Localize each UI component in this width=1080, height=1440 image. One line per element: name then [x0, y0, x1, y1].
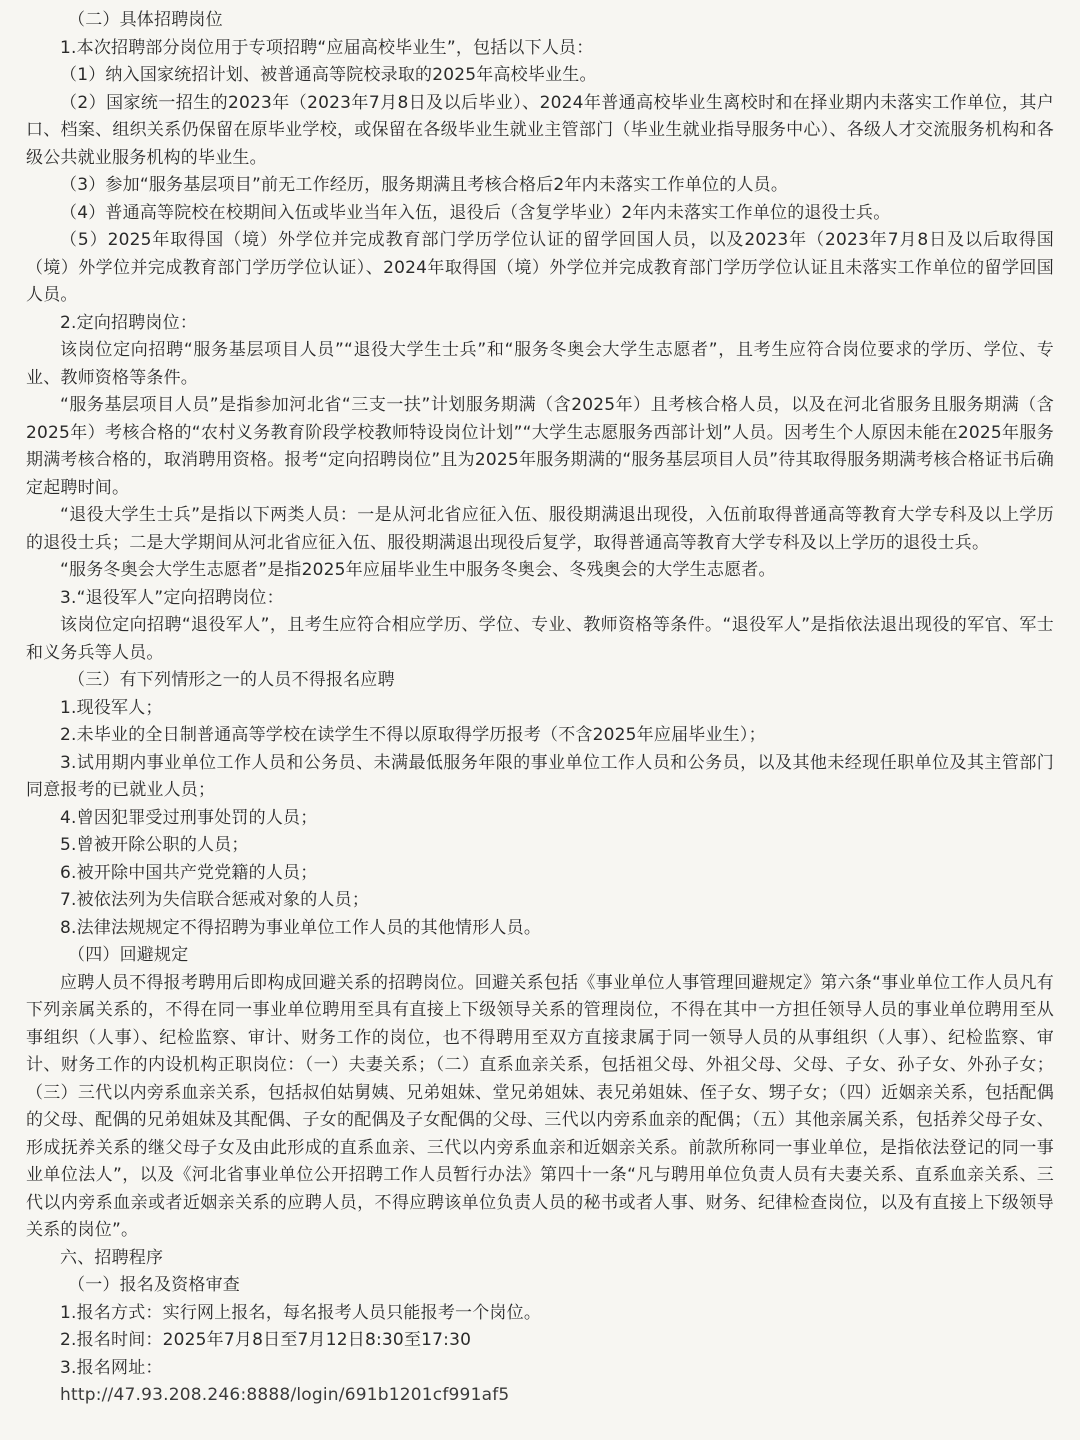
paragraph: 5.曾被开除公职的人员；	[60, 835, 249, 855]
section-heading: （二）具体招聘岗位	[68, 10, 223, 30]
section-heading: （一）报名及资格审查	[68, 1275, 240, 1295]
paragraph: “服务冬奥会大学生志愿者”是指2025年应届毕业生中服务冬奥会、冬残奥会的大学生志愿者。	[60, 560, 776, 580]
paragraph: 该岗位定向招聘“服务基层项目人员”“退役大学生士兵”和“服务冬奥会大学生志愿者”，且考生应符合岗位要求的学历、学位、专业、教师资格等条件。	[26, 340, 1054, 388]
paragraph: （1）纳入国家统招计划、被普通高等院校录取的2025年高校毕业生。	[60, 65, 597, 85]
paragraph: 8.法律法规规定不得招聘为事业单位工作人员的其他情形人员。	[60, 917, 542, 938]
paragraph: 2.报名时间：2025年7月8日至7月12日8:30至17:30	[60, 1330, 472, 1350]
paragraph: 2.定向招聘岗位：	[60, 312, 198, 333]
section-heading: （四）回避规定	[68, 945, 189, 965]
paragraph: “服务基层项目人员”是指参加河北省“三支一扶”计划服务期满（含2025年）且考核合格人员，以及在河北省服务且服务期满（含2025年）考核合格的“农村义务教育阶段学校教师特设岗位计划”“大学生志愿服务西部计划”人员。因考生个人原因未能在2025年服务期满考核合格的，取消聘用资格。报考“定向招聘岗位”且为2025年服务期满的“服务基层项目人员”待其取得服务期满考核合格证书后确定起聘时间。	[26, 395, 1054, 498]
paragraph: （4）普通高等院校在校期间入伍或毕业当年入伍，退役后（含复学毕业）2年内未落实工作单位的退役士兵。	[60, 202, 891, 223]
paragraph: 应聘人员不得报考聘用后即构成回避关系的招聘岗位。回避关系包括《事业单位人事管理回避规定》第六条“事业单位工作人员凡有下列亲属关系的，不得在同一事业单位聘用至具有直接上下级领导关系的管理岗位，不得在其中一方担任领导人员的事业单位聘用至从事组织（人事）、纪检监察、审计、财务工作的岗位，也不得聘用至双方直接隶属于同一领导人员的从事组织（人事）、纪检监察、审计、财务工作的内设机构正职岗位：（一）夫妻关系；（二）直系血亲关系，包括祖父母、外祖父母、父母、子女、孙子女、外孙子女；（三）三代以内旁系血亲关系，包括叔伯姑舅姨、兄弟姐妹、堂兄弟姐妹、表兄弟姐妹、侄子女、甥子女；（四）近姻亲关系，包括配偶的父母、配偶的兄弟姐妹及其配偶、子女的配偶及子女配偶的父母、三代以内旁系血亲的配偶；（五）其他亲属关系，包括养父母子女、形成抚养关系的继父母子女及由此形成的直系血亲、三代以内旁系血亲和近姻亲关系。前款所称同一事业单位，是指依法登记的同一事业单位法人”，以及《河北省事业单位公开招聘工作人员暂行办法》第四十一条“凡与聘用单位负责人员有夫妻关系、直系血亲关系、三代以内旁系血亲或者近姻亲关系的应聘人员，不得应聘该单位负责人员的秘书或者人事、财务、纪律检查岗位，以及有直接上下级领导关系的岗位”。	[26, 972, 1054, 1240]
paragraph: 4.曾因犯罪受过刑事处罚的人员；	[60, 807, 318, 828]
paragraph: 7.被依法列为失信联合惩戒对象的人员；	[60, 890, 370, 910]
paragraph: 3.试用期内事业单位工作人员和公务员、未满最低服务年限的事业单位工作人员和公务员，以及其他未经现任职单位及其主管部门同意报考的已就业人员；	[26, 752, 1054, 800]
paragraph: 1.现役军人；	[60, 697, 163, 718]
paragraph: 该岗位定向招聘“退役军人”，且考生应符合相应学历、学位、专业、教师资格等条件。“退役军人”是指依法退出现役的军官、军士和义务兵等人员。	[26, 615, 1054, 663]
paragraph: 1.本次招聘部分岗位用于专项招聘“应届高校毕业生”，包括以下人员：	[60, 37, 594, 58]
paragraph: （5）2025年取得国（境）外学位并完成教育部门学历学位认证的留学回国人员，以及2023年（2023年7月8日及以后取得国（境）外学位并完成教育部门学历学位认证）、2024年取得国（境）外学位并完成教育部门学历学位认证且未落实工作单位的留学回国人员。	[26, 230, 1054, 305]
registration-url[interactable]: http://47.93.208.246:8888/login/691b1201cf991af5	[60, 1385, 510, 1405]
paragraph: 1.报名方式：实行网上报名，每名报考人员只能报考一个岗位。	[60, 1302, 542, 1323]
paragraph: （3）参加“服务基层项目”前无工作经历，服务期满且考核合格后2年内未落实工作单位的人员。	[60, 175, 789, 195]
paragraph: （2）国家统一招生的2023年（2023年7月8日及以后毕业）、2024年普通高校毕业生离校时和在择业期内未落实工作单位，其户口、档案、组织关系仍保留在原毕业学校，或保留在各级毕业生就业主管部门（毕业生就业指导服务中心）、各级人才交流服务机构和各级公共就业服务机构的毕业生。	[26, 92, 1054, 168]
paragraph: 6.被开除中国共产党党籍的人员；	[60, 862, 318, 883]
paragraph: 2.未毕业的全日制普通高等学校在读学生不得以原取得学历报考（不含2025年应届毕业生）；	[60, 725, 766, 745]
paragraph: “退役大学生士兵”是指以下两类人员：一是从河北省应征入伍、服役期满退出现役，入伍前取得普通高等教育大学专科及以上学历的退役士兵；二是大学期间从河北省应征入伍、服役期满退出现役后复学，取得普通高等教育大学专科及以上学历的退役士兵。	[26, 505, 1054, 553]
paragraph: 3.“退役军人”定向招聘岗位：	[60, 587, 284, 608]
section-heading: （三）有下列情形之一的人员不得报名应聘	[68, 670, 395, 690]
paragraph: 六、招聘程序	[60, 1247, 164, 1268]
paragraph: 3.报名网址：	[60, 1357, 163, 1378]
